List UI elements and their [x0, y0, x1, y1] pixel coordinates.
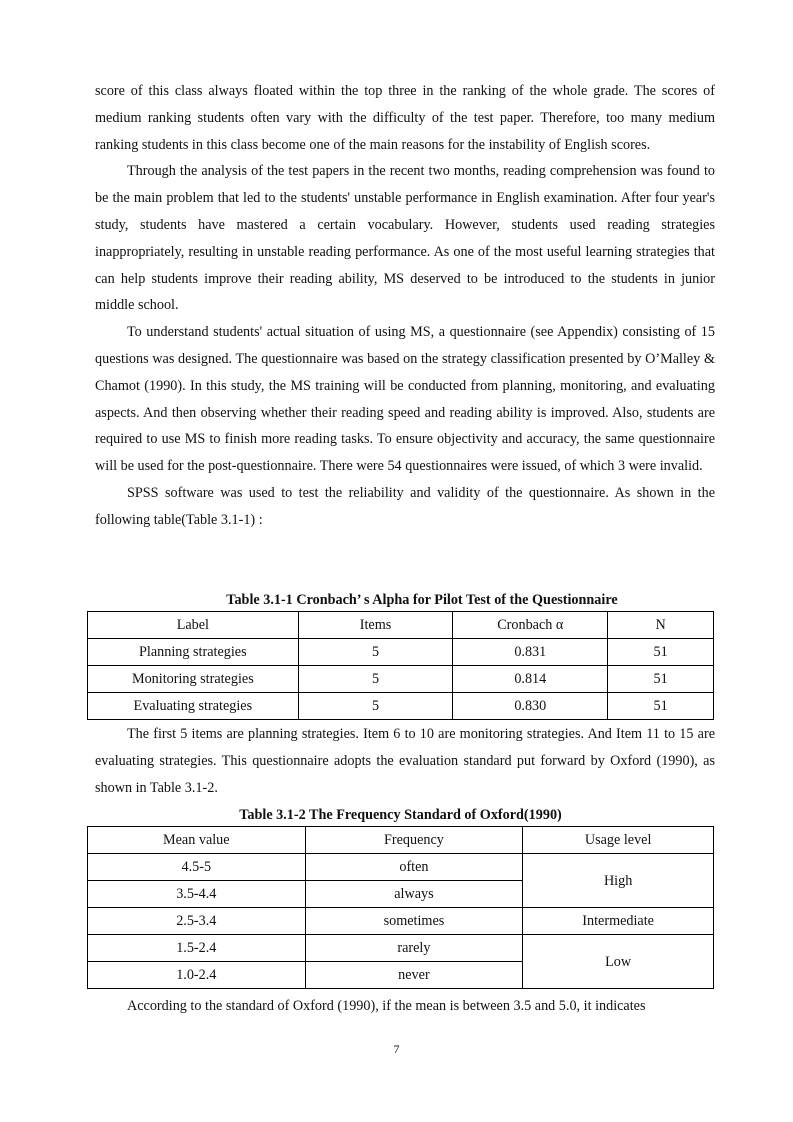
table-caption: Table 3.1-1 Cronbach’ s Alpha for Pilot Test of the Questionnaire: [226, 592, 618, 608]
table-caption: Table 3.1-2 The Frequency Standard of Oxford(1990): [239, 807, 562, 823]
usage-level-cell: Intermediate: [523, 908, 714, 935]
table-cell: 5: [298, 639, 453, 666]
paragraph: According to the standard of Oxford (1990), if the mean is between 3.5 and 5.0, it indicates: [127, 998, 646, 1014]
table-header-row: [88, 827, 714, 854]
table-cell: 0.814: [453, 666, 608, 693]
body-text-top: [95, 78, 715, 534]
column-header: Cronbach α: [453, 612, 608, 639]
table-cell: 1.0-2.4: [88, 962, 306, 989]
table-cell: 4.5-5: [88, 854, 306, 881]
usage-level-cell: Low: [523, 935, 714, 989]
body-text-middle: [95, 721, 715, 801]
table-cell: 51: [608, 666, 714, 693]
column-header: Frequency: [305, 827, 523, 854]
usage-level-cell: High: [523, 854, 714, 908]
column-header: Mean value: [88, 827, 306, 854]
table-cell: sometimes: [305, 908, 523, 935]
paragraph: To understand students' actual situation of using MS, a questionnaire (see Appendix) consisting of 15 questions was designed. The questionnaire was based on the strategy classification presented by O’Malley & Chamot (1990). In this study, the MS training will be conducted from planning, monitoring, and evaluating aspects. And then observing whether their reading speed and reading ability is improved. Also, students are required to use MS to finish more reading tasks. To ensure objectivity and accuracy, the same questionnaire will be used for the post-questionnaire. There were 54 questionnaires were issued, of which 3 were invalid.: [95, 324, 715, 475]
table-row: [88, 908, 714, 935]
table-cell: never: [305, 962, 523, 989]
table-cell: Planning strategies: [88, 639, 299, 666]
table-row: [88, 639, 714, 666]
paragraph: score of this class always floated within the top three in the ranking of the whole grade. The scores of medium ranking students often vary with the difficulty of the test paper. Therefore, too many medium ranking students in this class become one of the main reasons for the instability of English scores.: [95, 83, 715, 153]
table-cell: 51: [608, 639, 714, 666]
column-header: Items: [298, 612, 453, 639]
table-cell: always: [305, 881, 523, 908]
table-cell: 1.5-2.4: [88, 935, 306, 962]
table-cell: 5: [298, 666, 453, 693]
column-header: Usage level: [523, 827, 714, 854]
table-row: [88, 693, 714, 720]
table-row: [88, 666, 714, 693]
table-cell: 0.830: [453, 693, 608, 720]
table-cell: 51: [608, 693, 714, 720]
table-header-row: [88, 612, 714, 639]
table-cell: Evaluating strategies: [88, 693, 299, 720]
table-cell: 0.831: [453, 639, 608, 666]
frequency-standard-table: [87, 826, 714, 989]
table-cell: 5: [298, 693, 453, 720]
paragraph: SPSS software was used to test the reliability and validity of the questionnaire. As shown in the following table(Table 3.1-1) :: [95, 484, 715, 528]
table-cell: often: [305, 854, 523, 881]
paragraph: Through the analysis of the test papers in the recent two months, reading comprehension was found to be the main problem that led to the students' unstable performance in English examination. After four year's study, students have mastered a certain vocabulary. However, students used reading strategies inappropriately, resulting in unstable reading performance. As one of the most useful learning strategies that can help students improve their reading ability, MS deserved to be introduced to the students in junior middle school.: [95, 163, 715, 314]
paragraph: The first 5 items are planning strategies. Item 6 to 10 are monitoring strategies. And Item 11 to 15 are evaluating strategies. This questionnaire adopts the evaluation standard put forward by Oxford (1990), as shown in Table 3.1-2.: [95, 726, 715, 796]
table-row: [88, 854, 714, 881]
page-number: 7: [393, 1042, 400, 1056]
table-cell: 2.5-3.4: [88, 908, 306, 935]
table-row: [88, 935, 714, 962]
body-text-bottom: [95, 993, 715, 1020]
table-cell: 3.5-4.4: [88, 881, 306, 908]
table-cell: Monitoring strategies: [88, 666, 299, 693]
table-cell: rarely: [305, 935, 523, 962]
column-header: N: [608, 612, 714, 639]
cronbach-table: [87, 611, 714, 720]
column-header: Label: [88, 612, 299, 639]
